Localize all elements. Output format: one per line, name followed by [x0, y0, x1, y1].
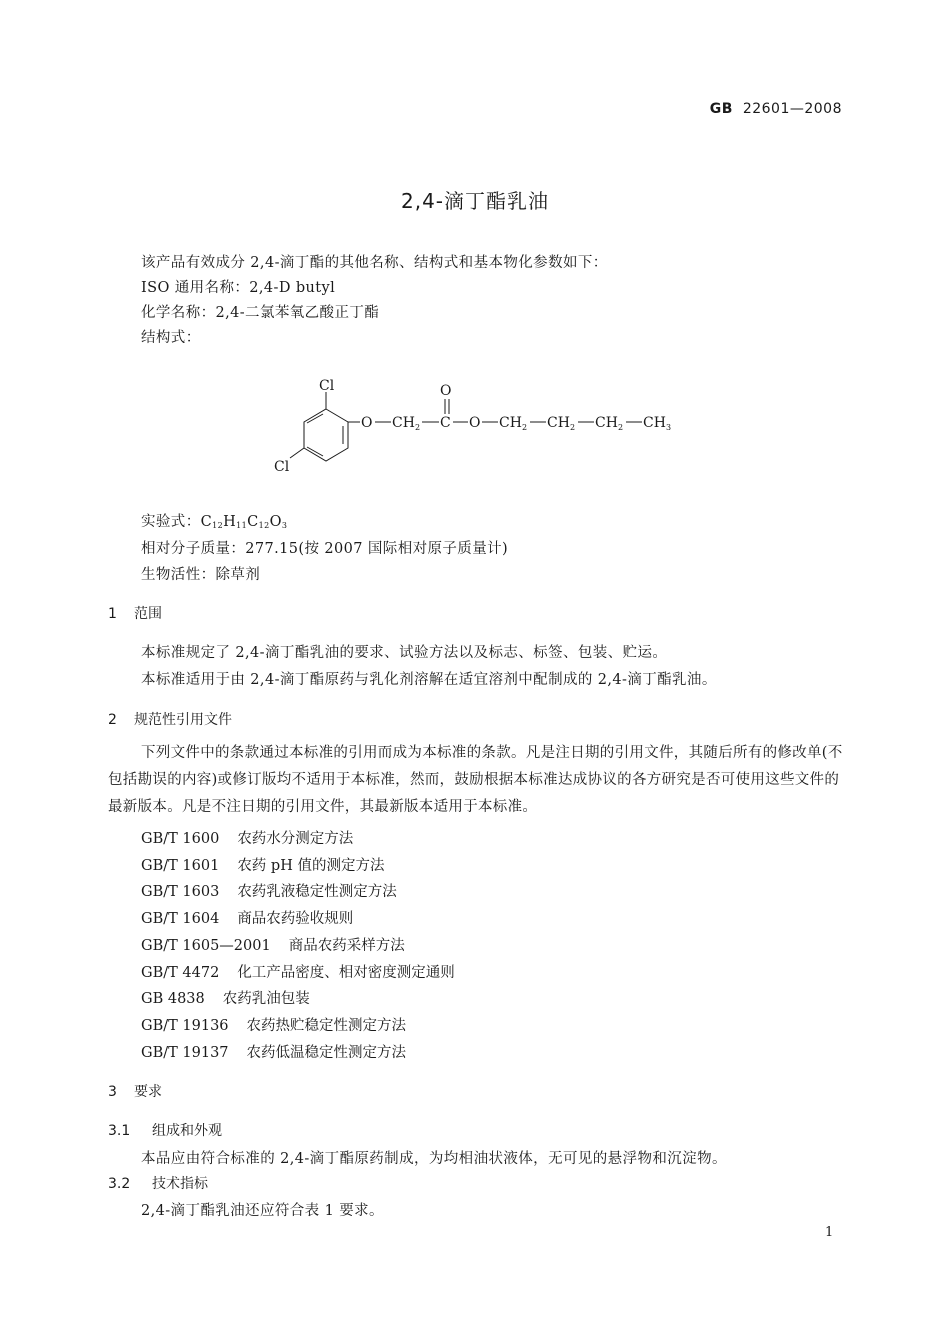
subscript: 2: [522, 423, 528, 432]
section-1-para-2: 本标准适用于由 2,4-滴丁酯原药与乳化剂溶解在适宜溶剂中配制成的 2,4-滴丁酯乳油。: [141, 672, 717, 688]
section-1-heading: [108, 603, 162, 623]
reference-item: [141, 854, 384, 875]
ref-name: 化工产品密度、相对密度测定通则: [237, 965, 455, 981]
section-2-heading: [108, 709, 232, 729]
section-title: 组成和外观: [152, 1123, 222, 1139]
formula-cl: C: [247, 514, 259, 530]
standard-prefix: GB: [709, 101, 733, 117]
reference-item: [141, 987, 310, 1008]
section-title: 规范性引用文件: [134, 712, 232, 728]
molecular-mass: 相对分子质量：277.15(按 2007 国际相对原子质量计): [141, 541, 509, 557]
subscript: 2: [415, 423, 421, 432]
ref-code: GB/T 1601: [141, 858, 220, 874]
ether-oxygen: O: [361, 415, 373, 431]
ref-name: 农药低温稳定性测定方法: [246, 1045, 407, 1061]
chlorine-bottom: Cl: [274, 459, 290, 475]
ch3-group: CH: [643, 415, 666, 431]
ref-name: 农药热贮稳定性测定方法: [246, 1018, 407, 1034]
ref-name: 农药乳液稳定性测定方法: [237, 884, 397, 900]
formula-cl-count: 12: [258, 521, 270, 530]
ref-name: 农药乳油包装: [222, 991, 310, 1007]
bio-activity: 生物活性：除草剂: [141, 567, 261, 583]
intro-line: 该产品有效成分 2,4-滴丁酯的其他名称、结构式和基本物化参数如下：: [141, 255, 608, 271]
ester-oxygen: O: [469, 415, 481, 431]
structure-label: 结构式：: [141, 330, 201, 346]
section-1-para-1: 本标准规定了 2,4-滴丁酯乳油的要求、试验方法以及标志、标签、包装、贮运。: [141, 645, 668, 661]
page-title: 2,4-滴丁酯乳油: [400, 189, 550, 213]
ref-code: GB/T 1604: [141, 911, 220, 927]
ref-name: 商品农药采样方法: [288, 938, 405, 954]
formula-label: 实验式：: [141, 514, 201, 530]
ch2-group: CH: [595, 415, 618, 431]
reference-item: [141, 934, 405, 955]
section-3-1-heading: [108, 1120, 222, 1140]
section-3-1-text: 本品应由符合标准的 2,4-滴丁酯原药制成，为均相油状液体，无可见的悬浮物和沉淀物。: [141, 1151, 727, 1167]
chlorine-top: Cl: [319, 378, 335, 394]
section-title: 要求: [134, 1084, 162, 1100]
carbonyl-carbon: C: [440, 415, 451, 431]
ref-code: GB/T 1603: [141, 884, 220, 900]
formula-o: O: [269, 514, 282, 530]
reference-item: [141, 827, 353, 848]
formula-c: C: [200, 514, 213, 530]
subscript: 2: [570, 423, 576, 432]
empirical-formula: [141, 510, 287, 531]
section-number: 1: [108, 606, 117, 622]
ref-code: GB/T 4472: [141, 965, 220, 981]
iso-name: ISO 通用名称：2,4-D butyl: [141, 280, 336, 296]
section-number: 2: [108, 712, 117, 728]
ref-name: 商品农药验收规则: [237, 911, 354, 927]
section-2-body: 下列文件中的条款通过本标准的引用而成为本标准的条款。凡是注日期的引用文件，其随后所有的修改单(不包括勘误的内容)或修订版均不适用于本标准，然而，鼓励根据本标准达成协议的各方研究是否可使用这些文件的最新版本。凡是不注日期的引用文件，其最新版本适用于本标准。: [108, 745, 843, 815]
ref-code: GB/T 1605—2001: [141, 938, 271, 954]
ref-code: GB/T 1600: [141, 831, 220, 847]
section-title: 范围: [134, 606, 162, 622]
carbonyl-oxygen: O: [440, 383, 452, 399]
reference-item: [141, 907, 353, 928]
section-title: 技术指标: [152, 1176, 208, 1192]
side-chain: [361, 415, 671, 432]
reference-item: [141, 880, 397, 901]
ref-code: GB/T 19137: [141, 1045, 229, 1061]
formula-h: H: [223, 514, 237, 530]
standard-number: 22601—2008: [742, 101, 842, 117]
formula-c-count: 12: [212, 521, 224, 530]
benzene-ring: [290, 392, 360, 461]
ref-name: 农药水分测定方法: [237, 831, 354, 847]
section-number: 3.1: [108, 1123, 131, 1139]
ch2-group: CH: [547, 415, 570, 431]
section-3-2-heading: [108, 1173, 208, 1193]
reference-item: [141, 961, 455, 982]
subscript: 2: [618, 423, 624, 432]
formula-h-count: 11: [236, 521, 248, 530]
ch2-group: CH: [499, 415, 522, 431]
subscript: 3: [666, 423, 672, 432]
structural-formula: [260, 372, 700, 482]
section-3-heading: [108, 1081, 162, 1101]
section-number: 3: [108, 1084, 117, 1100]
ref-code: GB/T 19136: [141, 1018, 229, 1034]
standard-code: [0, 101, 842, 117]
formula-o-count: 3: [281, 521, 288, 530]
reference-item: [141, 1014, 406, 1035]
section-number: 3.2: [108, 1176, 131, 1192]
reference-item: [141, 1041, 406, 1062]
ref-code: GB 4838: [141, 991, 205, 1007]
ref-name: 农药 pH 值的测定方法: [237, 858, 385, 874]
ch2-group: CH: [392, 415, 415, 431]
page-number: 1: [825, 1225, 834, 1240]
chemical-name: 化学名称：2,4-二氯苯氧乙酸正丁酯: [141, 305, 380, 321]
section-3-2-text: 2,4-滴丁酯乳油还应符合表 1 要求。: [141, 1203, 384, 1219]
